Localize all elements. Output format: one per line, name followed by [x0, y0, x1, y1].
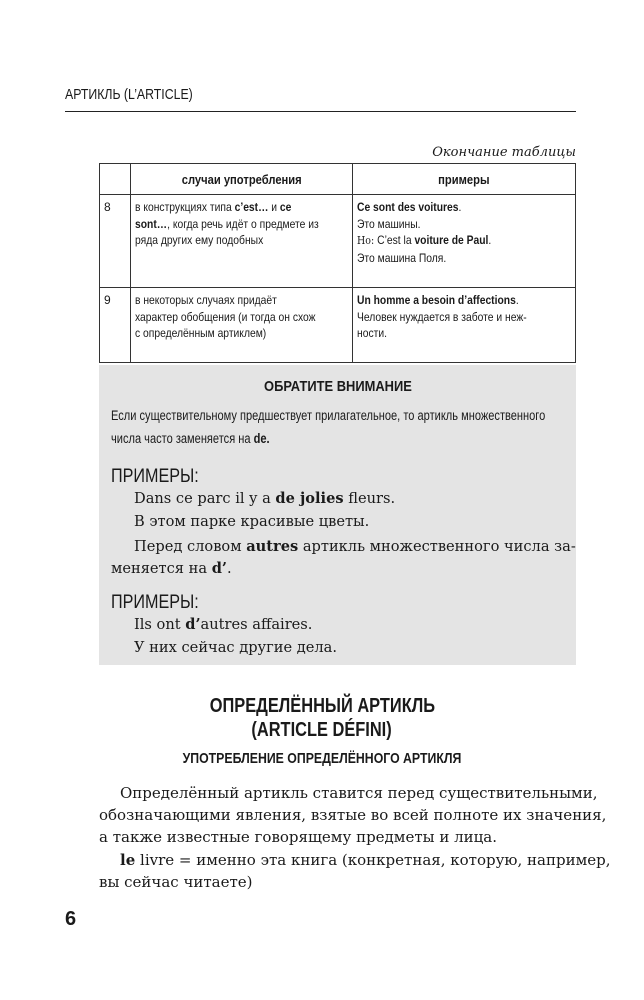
- examples-label: ПРИМЕРЫ:: [111, 466, 199, 487]
- examples-label: ПРИМЕРЫ:: [111, 592, 199, 613]
- body-text-line: вы сейчас читаете): [99, 873, 253, 891]
- usage-cell: в конструкциях типа c’est… и ce sont…, когда речь идёт о предмете из ряда других ему подобных: [130, 195, 353, 288]
- note-box: [99, 365, 576, 665]
- usage-table: [99, 163, 576, 363]
- header-usage: случаи употребления: [130, 164, 353, 195]
- row-number: 8: [100, 195, 131, 288]
- note-paragraph: Перед словом autres артикль множественного числа за-: [134, 538, 576, 555]
- table-caption: Окончание таблицы: [432, 145, 576, 160]
- row-number: 9: [100, 288, 131, 363]
- table-row: [100, 288, 576, 363]
- examples-cell: Un homme a besoin d’affections. Человек нуждается в заботе и неж- ности.: [353, 288, 576, 363]
- header-rule: [65, 111, 576, 112]
- body-text-line: а также известные говорящему предметы и лица.: [99, 828, 497, 846]
- body-text-line: обозначающими явления, взятые во всей полноте их значения,: [99, 806, 607, 824]
- page-number: 6: [65, 908, 77, 930]
- note-title: ОБРАТИТЕ ВНИМАНИЕ: [263, 378, 412, 395]
- note-text-line: Если существительному предшествует прилагательное, то артикль множественного: [111, 408, 546, 423]
- table-row: [100, 195, 576, 288]
- subsection-title: УПОТРЕБЛЕНИЕ ОПРЕДЕЛЁННОГО АРТИКЛЯ: [182, 750, 462, 767]
- header-examples: примеры: [353, 164, 576, 195]
- note-text-line: числа часто заменяется на de.: [111, 431, 270, 446]
- table-header-row: [100, 164, 576, 195]
- body-text-line: Определённый артикль ставится перед существительными,: [120, 784, 598, 802]
- example-translation: У них сейчас другие дела.: [134, 639, 338, 656]
- examples-cell: Ce sont des voitures. Это машины. Но: C’est la voiture de Paul. Это машина Поля.: [353, 195, 576, 288]
- example-sentence: Ils ont d’autres affaires.: [134, 616, 313, 633]
- example-sentence: Dans ce parc il y a de jolies fleurs.: [134, 490, 396, 507]
- usage-cell: в некоторых случаях придаёт характер обобщения (и тогда он схож с определённым артиклем): [130, 288, 353, 363]
- body-text-line: le livre = именно эта книга (конкретная, которую, например,: [120, 851, 611, 869]
- running-head: АРТИКЛЬ (L’ARTICLE): [65, 86, 193, 103]
- example-translation: В этом парке красивые цветы.: [134, 513, 370, 530]
- header-num: [100, 164, 131, 195]
- note-paragraph: меняется на d’.: [111, 560, 232, 577]
- section-title: ОПРЕДЕЛЁННЫЙ АРТИКЛЬ (ARTICLE DÉFINI): [209, 695, 435, 741]
